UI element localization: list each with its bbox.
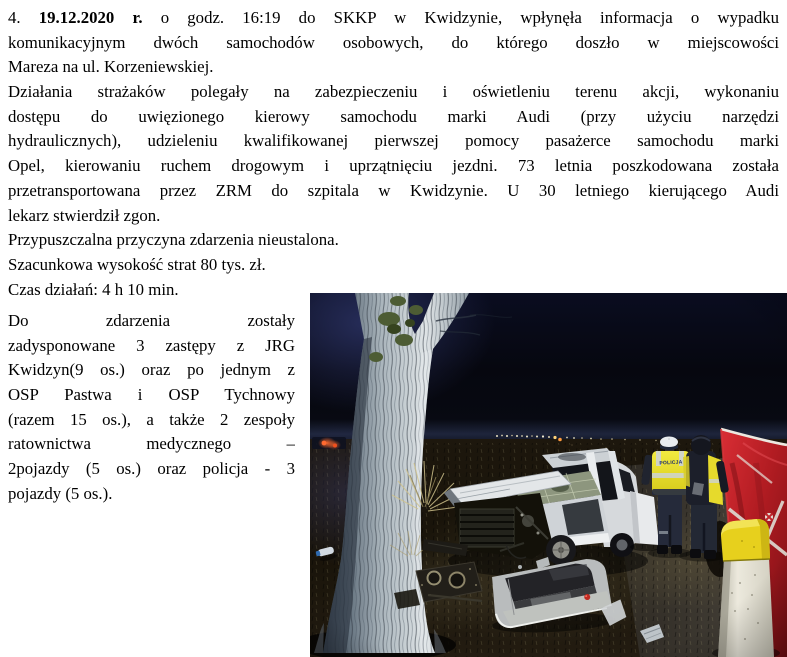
- text-line: pojazdy (5 os.).: [8, 483, 113, 503]
- text-line: 2pojazdy (5 os.) oraz policja - 3: [8, 459, 295, 479]
- text-line: ratownictwa medycznego –: [8, 434, 295, 454]
- text-line: OSP Pastwa i OSP Tychnowy: [8, 385, 295, 405]
- report-body: [8, 6, 779, 302]
- text-line: Działania strażaków polegały na zabezpieczeniu i oświetleniu terenu akcji, wykonaniu: [8, 82, 779, 102]
- text-line: 4. 19.12.2020 r. o godz. 16:19 do SKKP w Kwidzynie, wpłynęła informacja o wypadku: [8, 8, 779, 27]
- text-line: Do zdarzenia zostały: [8, 311, 295, 330]
- text-line: lekarz stwierdził zgon.: [8, 205, 161, 225]
- accident-photo: [310, 293, 787, 657]
- text-line: komunikacyjnym dwóch samochodów osobowych, do którego doszło w miejscowości: [8, 32, 779, 52]
- report-left-column: [8, 309, 295, 507]
- text-line: Przypuszczalna przyczyna zdarzenia nieustalona.: [8, 230, 339, 250]
- text-line: hydraulicznych), udzieleniu kwalifikowanej pierwszej pomocy pasażerce samochodu marki: [8, 131, 779, 151]
- text-line: (razem 15 os.), a także 2 zespoły: [8, 409, 295, 429]
- text-line: Opel, kierowaniu ruchem drogowym i uprzątnięciu jezdni. 73 letnia poszkodowana została: [8, 156, 779, 176]
- text-line: Mareza na ul. Korzeniewskiej.: [8, 57, 214, 77]
- photo-vignette: [310, 293, 787, 657]
- text-line: zadysponowane 3 zastępy z JRG: [8, 335, 295, 355]
- text-line: przetransportowana przez ZRM do szpitala w Kwidzynie. U 30 letniego kierującego Audi: [8, 180, 779, 200]
- text-line: Szacunkowa wysokość strat 80 tys. zł.: [8, 254, 266, 274]
- text-line: Kwidzyn(9 os.) oraz po jednym z: [8, 360, 295, 380]
- text-line: dostępu do uwięzionego kierowy samochodu marki Audi (przy użyciu narzędzi: [8, 106, 779, 126]
- text-line: Czas działań: 4 h 10 min.: [8, 279, 179, 299]
